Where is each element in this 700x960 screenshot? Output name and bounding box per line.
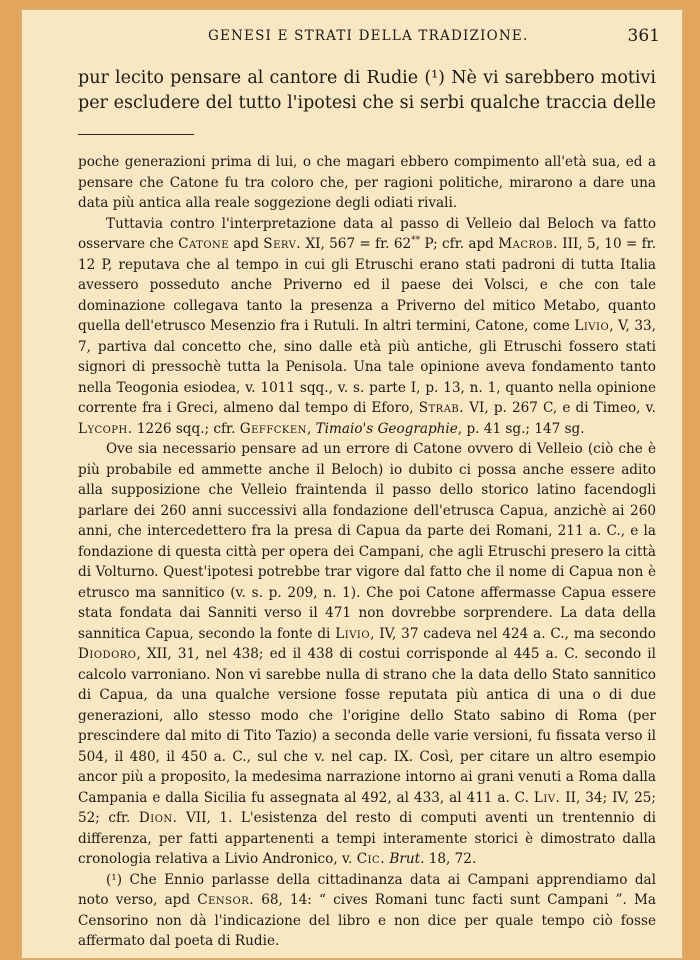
citation-title: Timaio's Geographie xyxy=(315,420,458,437)
note-text: 1226 sqq.; cfr. xyxy=(132,420,240,437)
note-text: , p. 41 sg.; 147 sg. xyxy=(457,420,585,437)
main-text xyxy=(78,66,656,116)
book-page xyxy=(22,10,682,958)
citation-author: Livio xyxy=(335,625,371,642)
note-text: , IV, 37 cadeva nel 424 a. C., ma secondo xyxy=(370,625,656,642)
citation-author: Censor. xyxy=(197,892,255,908)
note-text: (¹) Che Ennio parlasse della cittadinanza data ai Campani apprendiamo dal noto verso, apd xyxy=(78,871,656,908)
footnote-rule xyxy=(78,134,194,135)
note-text: 68, 14: “ cives Romani tunc facti sunt Campani ”. Ma Censorino non dà l'indicazione del libro e non dice per quale tempo ciò fosse affermato dal poeta di Rudie. xyxy=(78,892,656,949)
note-paragraph xyxy=(78,214,656,440)
note-paragraph: poche generazioni prima di lui, o che magari ebbero compimento all'età sua, ed a pensare che Catone fu tra coloro che, per ragioni politiche, mirarono a dare una data più antica alla reale soggezione degli odiati rivali. xyxy=(78,154,656,211)
citation-author: Strab. xyxy=(418,400,465,416)
note-paragraph xyxy=(78,439,656,870)
footnotes xyxy=(78,152,656,952)
superscript: ** xyxy=(411,235,421,246)
citation-author: Geffcken xyxy=(239,420,307,437)
citation-author: Catone xyxy=(178,236,230,252)
note-text: II, 34; IV, 25; 52; cfr. xyxy=(78,789,656,826)
main-text-line: pur lecito pensare al cantore di Rudie (¹) Nè vi sarebbero motivi xyxy=(78,68,656,88)
note-text: Ove sia necessario pensare ad un errore di Catone ovvero di Velleio (ciò che è più probabile ed ammette anche il Beloch) io dubito ci possa anche essere adito alla supposizione che Velleio fraintenda il passo dello storico latino facendogli parlare dei 260 anni successivi alla fondazione dell'etrusca Capua, anzichè ai 260 anni, che intercedettero fra la presa di Capua da parte dei Romani, 211 a. C., e la fondazione di questa città per opera dei Campani, che agli Etruschi presero la città di Volturno. Quest'ipotesi potrebbe trar vigore dal fatto che il nome di Capua non è etrusco ma sannitico (v. s. p. 209, n. 1). Che poi Catone affermasse Capua essere stata fondata dai Sanniti verso il 471 non dovrebbe sorprendere. La data della sannitica Capua, secondo la fonte di xyxy=(78,441,656,642)
note-text: VI, p. 267 C, e di Timeo, v. xyxy=(464,400,656,416)
note-text: XI, 567 = fr. 62 xyxy=(301,236,412,252)
citation-author: Livio xyxy=(574,318,610,334)
note-text: , V, 33, 7, partiva dal concetto che, sino dalle età più antiche, gli Etruschi fossero stati signori di pressochè tutta la Penisola. Una tale opinione aveva fondamento tanto nella Teogonia esiodea, v. 1011 sqq., v. s. parte I, p. 13, n. 1, quanto nella opinione corrente fra i Greci, almeno dal tempo di Eforo, xyxy=(78,318,656,416)
page-number: 361 xyxy=(627,26,660,46)
main-text-line: per escludere del tutto l'ipotesi che si serbi qualche traccia delle xyxy=(78,93,656,113)
running-title: GENESI E STRATI DELLA TRADIZIONE. xyxy=(208,28,529,44)
citation-author: Dion. xyxy=(138,810,178,826)
note-text: apd xyxy=(229,236,264,252)
note-text: III, 5, 10 = fr. 12 P, reputava che al tempo in cui gli Etruschi erano stati padroni di tutta Italia avessero posseduto anche Priverno ed il paese dei Volsci, e che con tale dominazione collegava tanto la presenza a Priverno del mitico Metabo, quanto quella dell'etrusco Mesenzio fra i Rutuli. In altri termini, Catone, come xyxy=(78,236,657,334)
note-text: , xyxy=(306,420,316,437)
citation-author: Lycoph. xyxy=(78,420,133,437)
citation-author: Cic. xyxy=(356,851,386,867)
footnote-1 xyxy=(78,870,656,952)
citation-author: Serv. xyxy=(263,236,302,252)
note-text: P; cfr. apd xyxy=(420,236,499,252)
citation-title: Brut. xyxy=(389,851,425,867)
citation-author: Diodoro xyxy=(78,646,137,662)
running-header xyxy=(22,28,682,52)
citation-author: Macrob. xyxy=(498,236,558,252)
note-text: Tuttavia contro l'interpretazione data al passo di Velleio dal Beloch va fatto osservare che xyxy=(78,215,656,252)
note-text: , XII, 31, nel 438; ed il 438 di costui corrisponde al 445 a. C. secondo il calcolo varroniano. Non vi sarebbe nulla di strano che la data dello Stato sannitico di Capua, da una qualche versione fosse reputata più antica di una o di due generazioni, allo stesso modo che l'origine dello Stato sabino di Roma (per prescindere dal mito di Tito Tazio) a seconda delle varie versioni, fu fissata verso il 504, il 480, il 450 a. C., sul che v. nel cap. IX. Così, per citare un altro esempio ancor più a proposito, la medesima narrazione intorno ai grani venuti a Roma dalla Campania e dalla Sicilia fu assegnata al 492, al 433, al 411 a. C. xyxy=(78,646,656,806)
note-text: 18, 72. xyxy=(424,851,477,867)
note-text: VII, 1. L'esistenza del resto di computi aventi un trentennio di differenza, per fatti appartenenti a tempi interamente storici è dimostrato dalla cronologia relativa a Livio Andronico, v. xyxy=(78,810,656,867)
citation-author: Liv. xyxy=(533,789,561,806)
